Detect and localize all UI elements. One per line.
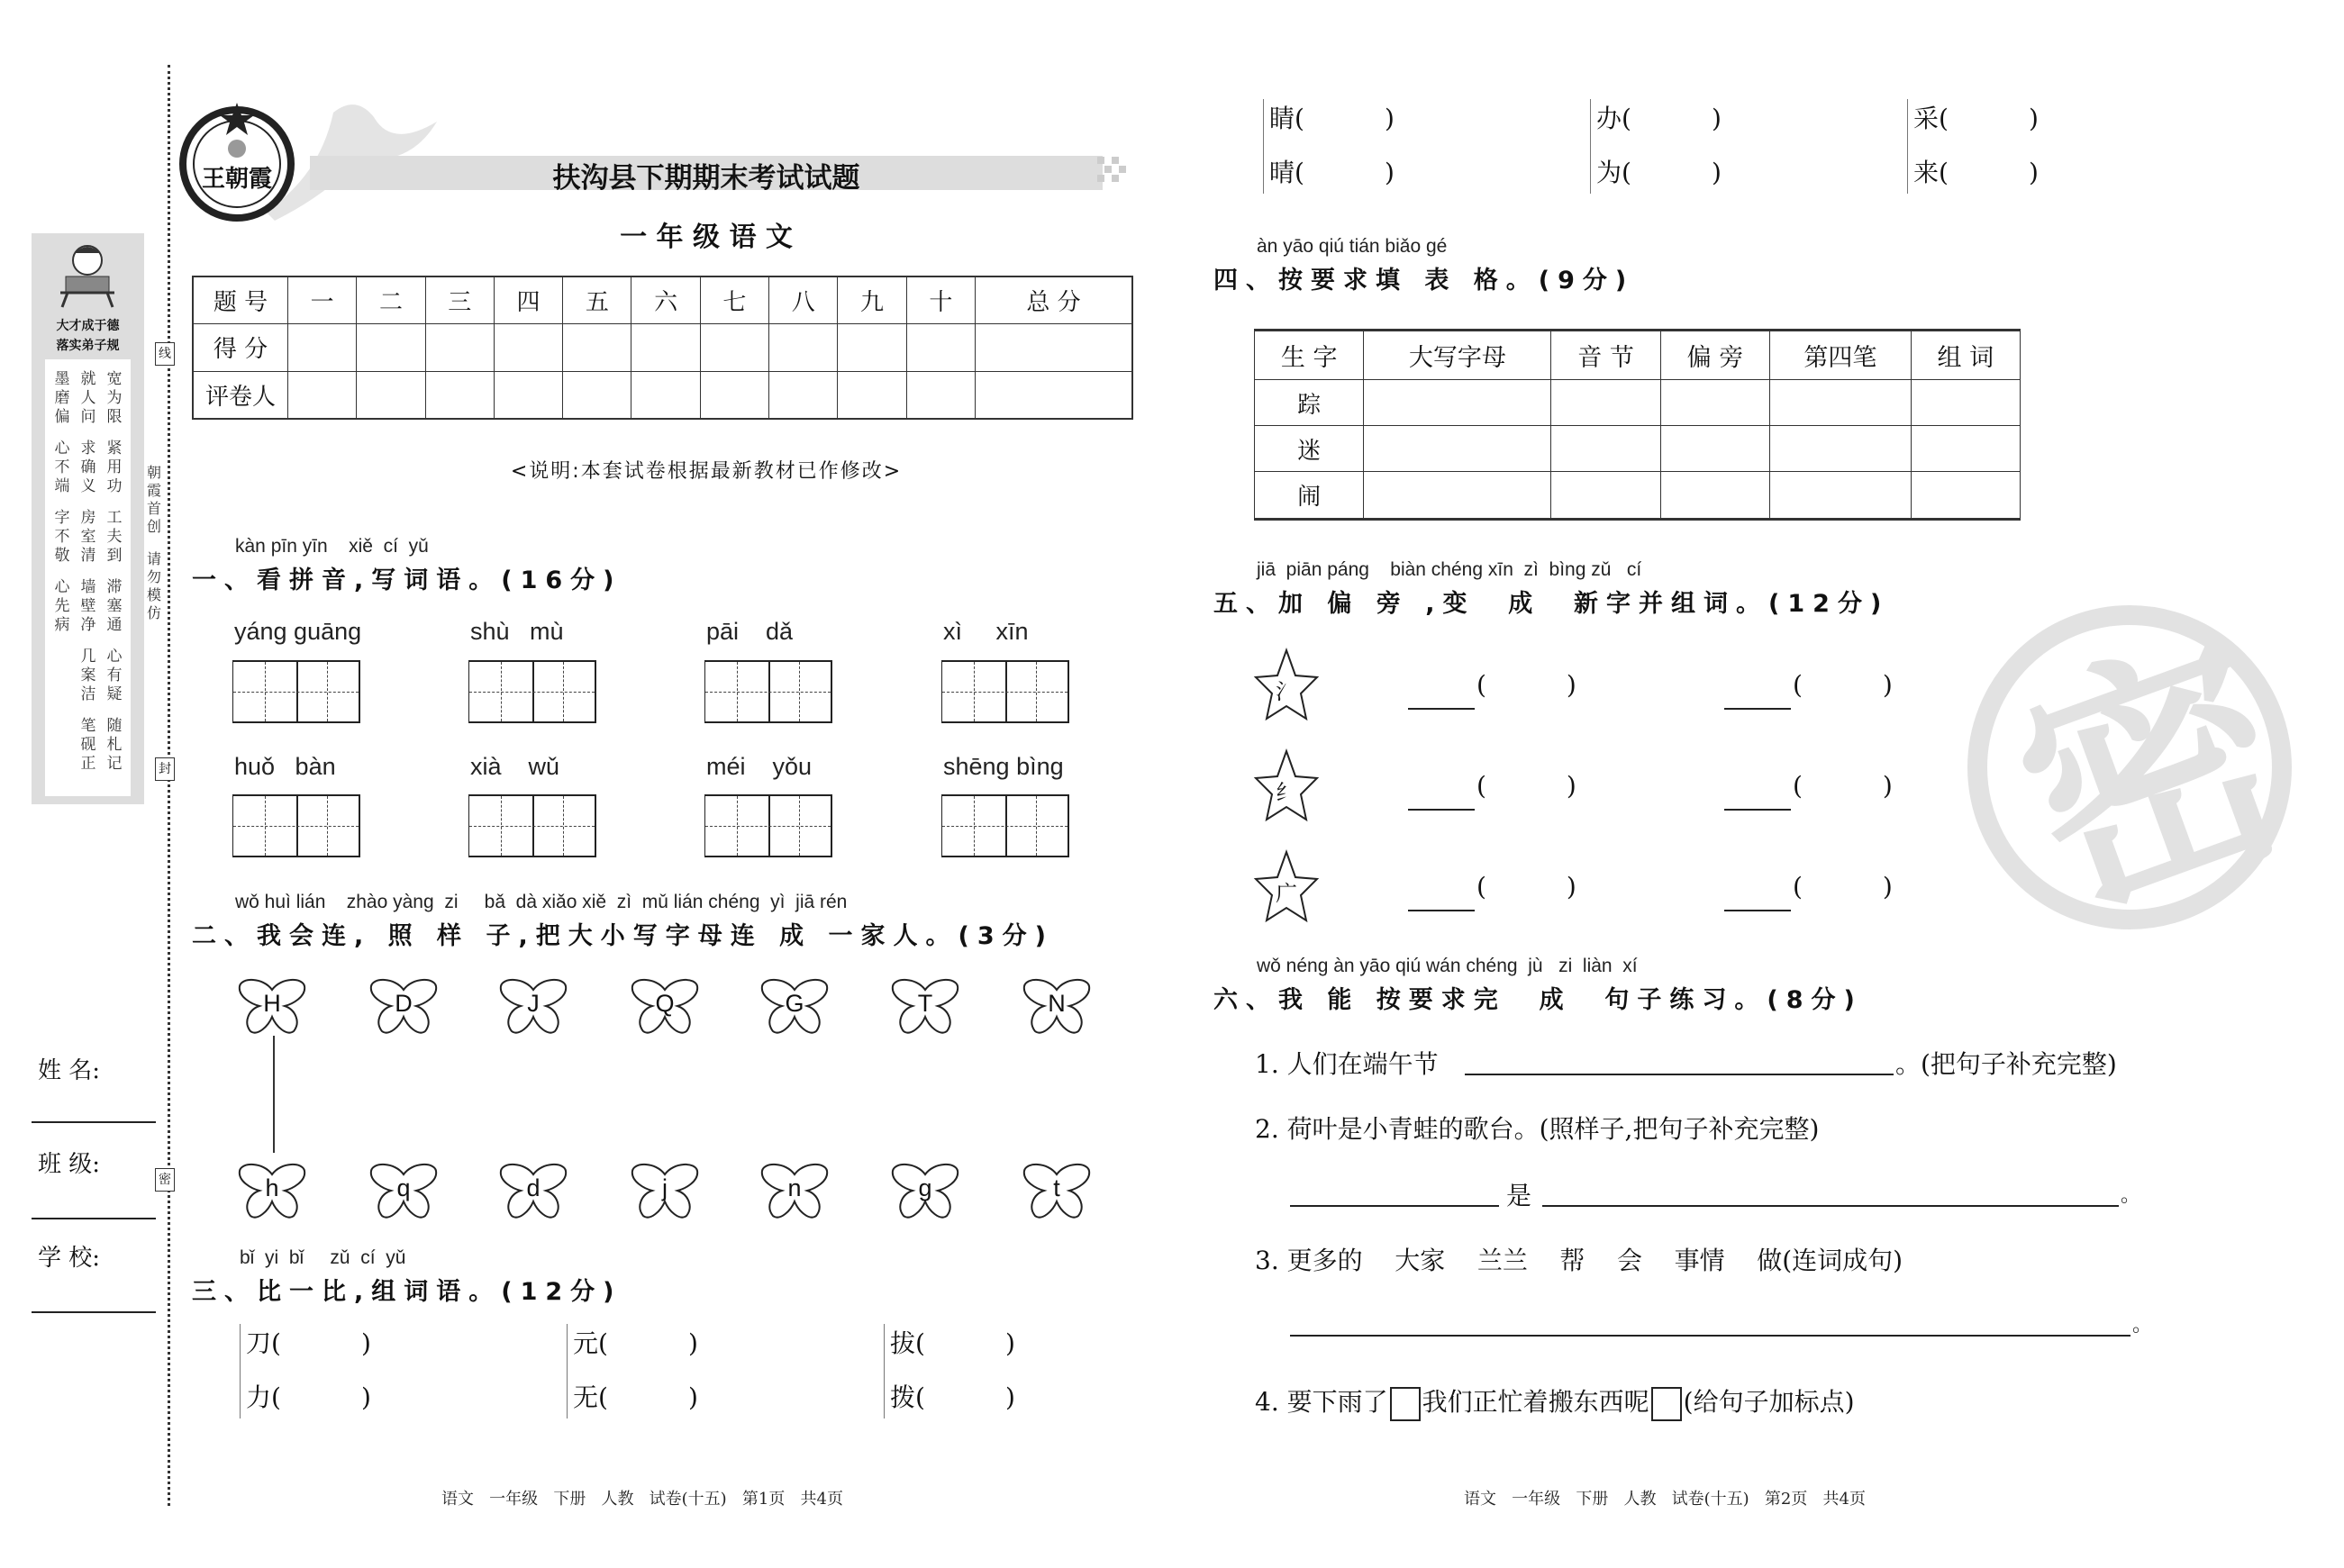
- score-cell[interactable]: [838, 324, 906, 371]
- butterfly-letter[interactable]: [629, 977, 701, 1035]
- answer-cell[interactable]: [1770, 380, 1911, 426]
- example-connect-line: [273, 1036, 275, 1153]
- word-brackets[interactable]: ( ): [1476, 771, 1576, 801]
- letter: q: [396, 1174, 411, 1201]
- character-table: [1254, 329, 2021, 521]
- word-brackets[interactable]: ( ): [1793, 872, 1893, 902]
- compare-char: 力: [246, 1382, 272, 1412]
- score-cell[interactable]: [975, 371, 1132, 419]
- character-cell: 闹: [1255, 472, 1364, 520]
- word-brackets[interactable]: ( ): [1476, 872, 1576, 902]
- compare-char: 无: [573, 1382, 599, 1412]
- q6-item2-text: 2. 荷叶是小青蛙的歌台。(照样子,把句子补充完整): [1255, 1114, 1820, 1144]
- butterfly-letter[interactable]: [497, 1162, 569, 1219]
- grid-guide: [799, 796, 800, 856]
- class-input[interactable]: [32, 1218, 156, 1219]
- table-row: [1255, 380, 2021, 426]
- word-pinyin: méi yǒu: [706, 753, 813, 780]
- answer-cell[interactable]: [1911, 426, 2020, 472]
- answer-cell[interactable]: [1364, 380, 1551, 426]
- footer-page-1: 语文 一年级 下册 人教 试卷(十五) 第1页 共4页: [441, 1490, 843, 1509]
- score-row-label: 得 分: [193, 324, 288, 371]
- writing-grid[interactable]: [468, 794, 596, 857]
- compare-pair: [1263, 99, 1395, 194]
- score-cell[interactable]: [288, 324, 357, 371]
- score-cell[interactable]: [838, 371, 906, 419]
- writing-grid[interactable]: [468, 660, 596, 723]
- margin-mark: 线: [155, 342, 175, 366]
- letter: N: [1048, 990, 1066, 1017]
- q4-heading: 四、按要求填 表 格。(9分): [1213, 267, 1635, 295]
- grid-guide: [737, 796, 738, 856]
- compare-char: 拨: [890, 1382, 916, 1412]
- butterfly-letter[interactable]: [629, 1162, 701, 1219]
- watermark-seal: [1967, 595, 2323, 960]
- grid-guide: [327, 796, 328, 856]
- table-header-cell: 组 词: [1911, 331, 2020, 380]
- punctuation-box[interactable]: [1390, 1387, 1421, 1421]
- compare-item: 办( ): [1596, 104, 1722, 133]
- table-header-cell: 生 字: [1255, 331, 1364, 380]
- radical-star: [1254, 749, 1319, 821]
- score-cell[interactable]: [425, 324, 494, 371]
- answer-cell[interactable]: [1770, 472, 1911, 520]
- grid-guide: [501, 662, 502, 721]
- binding-dotted-line: [168, 65, 170, 1506]
- table-row: [1255, 472, 2021, 520]
- class-label: 班 级:: [38, 1151, 101, 1178]
- score-header-cell: 总 分: [975, 276, 1132, 324]
- butterfly-letter[interactable]: [497, 977, 569, 1035]
- answer-cell[interactable]: [1660, 426, 1769, 472]
- q2-heading: 二、我会连, 照 样 子,把大小写字母连 成 一家人。(3分): [192, 922, 1054, 950]
- score-cell[interactable]: [494, 324, 562, 371]
- grid-guide: [705, 826, 831, 827]
- writing-grid[interactable]: [704, 794, 832, 857]
- margin-mark: 封: [155, 757, 175, 781]
- new-char-blank[interactable]: [1724, 910, 1791, 911]
- score-cell[interactable]: [906, 324, 975, 371]
- table-header-cell: 音 节: [1551, 331, 1660, 380]
- verse-column: 宽 为 限 紧 用 功 工 夫 到 滞 塞 通 心 有 疑 随 札 记: [106, 370, 123, 773]
- word-pinyin: huǒ bàn: [234, 753, 336, 780]
- answer-cell[interactable]: [1770, 426, 1911, 472]
- score-row-label: 评卷人: [193, 371, 288, 419]
- score-header-cell: 九: [838, 276, 906, 324]
- compare-item: 睛( ): [1269, 104, 1395, 133]
- grid-guide: [469, 692, 595, 693]
- grid-guide: [942, 826, 1068, 827]
- butterfly-letter[interactable]: [889, 1162, 961, 1219]
- word-brackets[interactable]: ( ): [1793, 670, 1893, 700]
- grid-guide: [563, 662, 564, 721]
- q6-item1-text: 1. 人们在端午节: [1255, 1049, 1439, 1079]
- writing-grid[interactable]: [232, 794, 360, 857]
- q3-pinyin: bǐ yi bǐ zǔ cí yǔ: [240, 1247, 406, 1268]
- compare-item: 刀( ): [246, 1328, 371, 1358]
- character-cell: 迷: [1255, 426, 1364, 472]
- word-brackets[interactable]: ( ): [1476, 670, 1576, 700]
- vertical-note: 朝 霞 首 创 请 勿 模 仿: [146, 464, 161, 621]
- q4-pinyin: àn yāo qiú tián biǎo gé: [1257, 236, 1448, 257]
- compare-char: 为: [1596, 158, 1622, 187]
- name-input[interactable]: [32, 1121, 156, 1123]
- score-cell[interactable]: [975, 324, 1132, 371]
- butterfly-letter[interactable]: [368, 977, 440, 1035]
- compare-pair: [884, 1324, 1015, 1418]
- letter: G: [785, 990, 804, 1017]
- answer-cell[interactable]: [1660, 472, 1769, 520]
- grid-guide: [705, 692, 831, 693]
- grid-guide: [799, 662, 800, 721]
- letter: d: [526, 1174, 541, 1201]
- logo-seal: [177, 99, 297, 220]
- q6-item4-hint: (给句子加标点): [1683, 1387, 1855, 1417]
- score-header-cell: 二: [357, 276, 425, 324]
- grid-guide: [501, 796, 502, 856]
- compare-item: 晴( ): [1269, 158, 1395, 187]
- name-label: 姓 名:: [38, 1057, 101, 1084]
- radical-char: 纟: [1276, 780, 1297, 805]
- word-brackets[interactable]: ( ): [1793, 771, 1893, 801]
- grid-guide: [974, 796, 975, 856]
- q6-item1-hint: 。(把句子补充完整): [1895, 1049, 2117, 1079]
- letter: h: [265, 1174, 279, 1201]
- table-header-cell: 第四笔: [1770, 331, 1911, 380]
- score-header-cell: 六: [631, 276, 700, 324]
- motto-verses: [45, 359, 131, 796]
- q6-item1-blank[interactable]: [1465, 1074, 1894, 1075]
- score-cell[interactable]: [906, 371, 975, 419]
- q5-pinyin: jiā piān páng biàn chéng xīn zì bìng zǔ cí: [1257, 559, 1642, 580]
- word-pinyin: pāi dǎ: [706, 618, 794, 645]
- new-char-blank[interactable]: [1724, 809, 1791, 811]
- grid-guide: [265, 796, 266, 856]
- grid-guide: [469, 826, 595, 827]
- q6-item3-blank[interactable]: [1290, 1335, 2130, 1337]
- table-header-cell: 偏 旁: [1660, 331, 1769, 380]
- grid-guide: [1036, 796, 1037, 856]
- word-pinyin: xì xīn: [943, 618, 1029, 645]
- verse-column: 就 人 问 求 确 义 房 室 清 墙 壁 净 几 案 洁 笔 砚 正: [80, 370, 96, 773]
- new-char-blank[interactable]: [1408, 809, 1475, 811]
- compare-item: 力( ): [246, 1382, 371, 1412]
- letter: T: [917, 990, 933, 1017]
- compare-item: 元( ): [573, 1328, 698, 1358]
- answer-cell[interactable]: [1911, 380, 2020, 426]
- student-reading-icon: [59, 240, 117, 308]
- q5-heading: 五、加 偏 旁 ,变 成 新字并组词。(12分): [1213, 590, 1890, 618]
- score-table-header-row: [193, 276, 1132, 324]
- writing-grid[interactable]: [232, 660, 360, 723]
- radical-char: 氵: [1276, 679, 1297, 704]
- word-pinyin: shēng bìng: [943, 753, 1064, 780]
- score-cell[interactable]: [563, 324, 631, 371]
- radical-star: [1254, 648, 1319, 721]
- compare-char: 晴: [1269, 158, 1295, 187]
- answer-cell[interactable]: [1364, 472, 1551, 520]
- writing-grid[interactable]: [704, 660, 832, 723]
- score-header-cell: 四: [494, 276, 562, 324]
- table-row: [1255, 426, 2021, 472]
- motto-sidebar: [32, 233, 144, 804]
- school-input[interactable]: [32, 1311, 156, 1313]
- butterfly-letter[interactable]: [236, 977, 308, 1035]
- compare-item: 采( ): [1913, 104, 2039, 133]
- score-cell[interactable]: [425, 371, 494, 419]
- letter: n: [787, 1174, 802, 1201]
- q6-item4: [1255, 1382, 1855, 1421]
- q3-heading: 三、比一比,组词语。(12分): [192, 1278, 622, 1306]
- q6-item2-is: 是: [1506, 1181, 1532, 1210]
- score-cell[interactable]: [769, 371, 838, 419]
- q6-item2-blank-a[interactable]: [1290, 1205, 1499, 1207]
- table-header-row: [1255, 331, 2021, 380]
- margin-mark: 密: [155, 1168, 175, 1192]
- compare-char: 来: [1913, 158, 1940, 187]
- compare-char: 办: [1596, 104, 1622, 133]
- period: 。: [2132, 1314, 2153, 1337]
- score-cell[interactable]: [357, 371, 425, 419]
- compare-pair: [240, 1324, 371, 1418]
- score-header-cell: 题 号: [193, 276, 288, 324]
- grid-guide: [233, 692, 359, 693]
- word-pinyin: yáng guāng: [234, 618, 362, 645]
- compare-pair: [1590, 99, 1722, 194]
- exam-subtitle: 一 年 级 语 文: [620, 222, 793, 253]
- q1-pinyin: kàn pīn yīn xiě cí yǔ: [235, 536, 429, 557]
- word-pinyin: shù mù: [470, 618, 564, 645]
- letter: t: [1053, 1174, 1060, 1201]
- letter: D: [395, 990, 413, 1017]
- character-cell: 踪: [1255, 380, 1364, 426]
- score-header-cell: 七: [700, 276, 768, 324]
- grid-guide: [265, 662, 266, 721]
- score-header-cell: 五: [563, 276, 631, 324]
- score-header-cell: 一: [288, 276, 357, 324]
- radical-star: [1254, 850, 1319, 922]
- writing-grid[interactable]: [941, 660, 1069, 723]
- grid-guide: [1036, 662, 1037, 721]
- motto-line: 大才成于德: [56, 319, 120, 333]
- answer-cell[interactable]: [1551, 472, 1660, 520]
- verse-column: 墨 磨 偏 心 不 端 字 不 敬 心 先 病: [54, 370, 70, 634]
- score-cell[interactable]: [769, 324, 838, 371]
- new-char-blank[interactable]: [1408, 910, 1475, 911]
- score-table: [192, 276, 1133, 420]
- period: 。: [2121, 1184, 2141, 1207]
- answer-cell[interactable]: [1551, 380, 1660, 426]
- grid-guide: [942, 692, 1068, 693]
- compare-char: 采: [1913, 104, 1940, 133]
- grid-guide: [563, 796, 564, 856]
- letter: Q: [655, 990, 675, 1017]
- grid-guide: [737, 662, 738, 721]
- butterfly-letter[interactable]: [236, 1162, 308, 1219]
- compare-char: 睛: [1269, 104, 1295, 133]
- score-cell[interactable]: [700, 371, 768, 419]
- compare-char: 刀: [246, 1328, 272, 1358]
- compare-char: 元: [573, 1328, 599, 1358]
- score-cell[interactable]: [700, 324, 768, 371]
- q6-item3-text: 3. 更多的 大家 兰兰 帮 会 事情 做(连词成句): [1255, 1246, 1903, 1275]
- answer-cell[interactable]: [1660, 380, 1769, 426]
- q1-heading: 一、看拼音,写词语。(16分): [192, 566, 622, 594]
- score-cell[interactable]: [563, 371, 631, 419]
- butterfly-letter[interactable]: [889, 977, 961, 1035]
- q6-item2-blank-b[interactable]: [1542, 1205, 2119, 1207]
- watermark-text: 密: [1985, 595, 2323, 960]
- grid-guide: [974, 662, 975, 721]
- letter: g: [918, 1174, 932, 1201]
- answer-cell[interactable]: [1551, 426, 1660, 472]
- butterfly-letter[interactable]: [368, 1162, 440, 1219]
- radical-char: 广: [1276, 881, 1297, 906]
- table-header-cell: 大写字母: [1364, 331, 1551, 380]
- letter: H: [263, 990, 281, 1017]
- butterfly-letter[interactable]: [759, 977, 831, 1035]
- score-cell[interactable]: [631, 324, 700, 371]
- compare-item: 来( ): [1913, 158, 2039, 187]
- score-row: [193, 371, 1132, 419]
- compare-pair: [567, 1324, 698, 1418]
- school-label: 学 校:: [38, 1245, 101, 1272]
- score-cell[interactable]: [288, 371, 357, 419]
- q6-pinyin: wǒ néng àn yāo qiú wán chéng jù zi liàn xí: [1257, 956, 1638, 976]
- q6-heading: 六、我 能 按要求完 成 句子练习。(8分): [1213, 986, 1863, 1014]
- answer-cell[interactable]: [1911, 472, 2020, 520]
- revision-note: <说明:本套试卷根据最新教材已作修改>: [510, 460, 903, 483]
- q6-item4-text-b: 我们正忙着搬东西呢: [1422, 1387, 1649, 1417]
- punctuation-box[interactable]: [1651, 1387, 1682, 1421]
- score-header-cell: 十: [906, 276, 975, 324]
- compare-item: 为( ): [1596, 158, 1722, 187]
- q6-item4-text-a: 4. 要下雨了: [1255, 1387, 1388, 1417]
- score-cell[interactable]: [357, 324, 425, 371]
- letter: J: [527, 990, 540, 1017]
- butterfly-letter[interactable]: [1021, 1162, 1093, 1219]
- score-header-cell: 三: [425, 276, 494, 324]
- grid-guide: [233, 826, 359, 827]
- word-pinyin: xià wǔ: [470, 753, 560, 780]
- footer-page-2: 语文 一年级 下册 人教 试卷(十五) 第2页 共4页: [1464, 1490, 1866, 1509]
- score-cell[interactable]: [494, 371, 562, 419]
- score-header-cell: 八: [769, 276, 838, 324]
- butterfly-letter[interactable]: [759, 1162, 831, 1219]
- score-cell[interactable]: [631, 371, 700, 419]
- compare-item: 无( ): [573, 1382, 698, 1412]
- writing-grid[interactable]: [941, 794, 1069, 857]
- answer-cell[interactable]: [1364, 426, 1551, 472]
- compare-item: 拔( ): [890, 1328, 1015, 1358]
- score-row: [193, 324, 1132, 371]
- compare-item: 拨( ): [890, 1382, 1015, 1412]
- q2-pinyin: wǒ huì lián zhào yàng zi bǎ dà xiǎo xiě zì mǔ lián chéng yì jiā rén: [235, 892, 848, 912]
- compare-char: 拔: [890, 1328, 916, 1358]
- grid-guide: [327, 662, 328, 721]
- letter: j: [662, 1174, 668, 1201]
- new-char-blank[interactable]: [1408, 708, 1475, 710]
- logo-text: 王朝霞: [201, 166, 272, 193]
- exam-title: 扶沟县下期期末考试试题: [552, 162, 860, 195]
- butterfly-letter[interactable]: [1021, 977, 1093, 1035]
- new-char-blank[interactable]: [1724, 708, 1791, 710]
- motto-line: 落实弟子规: [56, 339, 120, 353]
- compare-pair: [1907, 99, 2039, 194]
